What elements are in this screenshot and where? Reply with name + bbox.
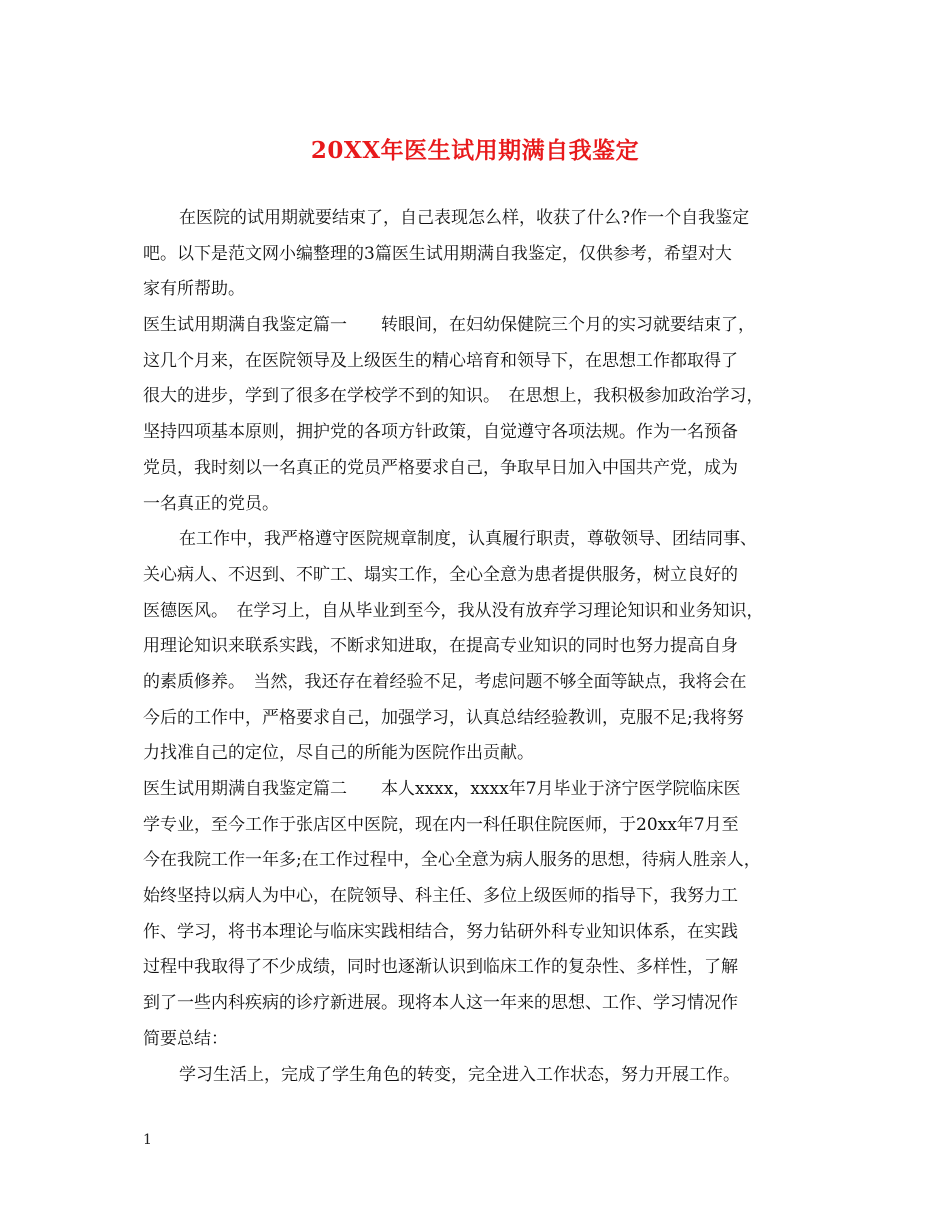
body-line: 今在我院工作一年多;在工作过程中，全心全意为病人服务的思想，待病人胜亲人， (143, 850, 761, 871)
body-line: 到了一些内科疾病的诊疗新进展。现将本人这一年来的思想、工作、学习情况作 (143, 993, 738, 1014)
body-line: 学习生活上，完成了学生角色的转变，完全进入工作状态，努力开展工作。 (179, 1064, 740, 1085)
body-line: 一名真正的党员。 (143, 493, 279, 514)
body-line: 用理论知识来联系实践，不断求知进取，在提高专业知识的同时也努力提高自身 (143, 636, 738, 657)
body-line: 在医院的试用期就要结束了，自己表现怎么样，收获了什么?作一个自我鉴定 (179, 208, 750, 228)
body-line: 吧。以下是范文网小编整理的3篇医生试用期满自我鉴定，仅供参考，希望对大 (143, 243, 732, 264)
body-line: 很大的进步，学到了很多在学校学不到的知识。 在思想上，我积极参加政治学习， (143, 386, 764, 407)
body-line: 在工作中，我严格遵守医院规章制度，认真履行职责，尊敬领导、团结同事、 (179, 529, 757, 550)
body-line: 这几个月来，在医院领导及上级医生的精心培育和领导下，在思想工作都取得了 (143, 350, 738, 371)
body-line: 过程中我取得了不少成绩，同时也逐渐认识到临床工作的复杂性、多样性，了解 (143, 957, 738, 978)
body-line: 的素质修养。 当然，我还存在着经验不足，考虑问题不够全面等缺点，我将会在 (143, 671, 747, 692)
body-line: 始终坚持以病人为中心，在院领导、科主任、多位上级医师的指导下，我努力工 (143, 886, 738, 907)
document-title: 20XX年医生试用期满自我鉴定 (310, 137, 640, 164)
body-line: 坚持四项基本原则，拥护党的各项方针政策，自觉遵守各项法规。作为一名预备 (143, 422, 738, 443)
section-heading-line: 医生试用期满自我鉴定篇二 本人xxxx，xxxx年7月毕业于济宁医学院临床医 (143, 779, 741, 799)
document-body (143, 201, 818, 1093)
body-line: 简要总结： (143, 1028, 228, 1049)
body-line: 学专业，至今工作于张店区中医院，现在内一科任职住院医师，于20xx年7月至 (143, 814, 739, 835)
section-heading-line: 医生试用期满自我鉴定篇一 转眼间，在妇幼保健院三个月的实习就要结束了， (143, 315, 755, 336)
body-line: 医德医风。 在学习上，自从毕业到至今，我从没有放弃学习理论知识和业务知识， (143, 600, 764, 621)
body-line: 家有所帮助。 (143, 279, 245, 300)
page-number: 1 (143, 1132, 152, 1148)
body-line: 力找准自己的定位，尽自己的所能为医院作出贡献。 (143, 743, 534, 764)
body-line: 党员，我时刻以一名真正的党员严格要求自己，争取早日加入中国共产党，成为 (143, 457, 738, 478)
body-line: 作、学习，将书本理论与临床实践相结合，努力钻研外科专业知识体系，在实践 (143, 921, 738, 942)
body-line: 今后的工作中，严格要求自己，加强学习，认真总结经验教训，克服不足;我将努 (143, 707, 744, 728)
body-line: 关心病人、不迟到、不旷工、塌实工作，全心全意为患者提供服务，树立良好的 (143, 564, 738, 585)
